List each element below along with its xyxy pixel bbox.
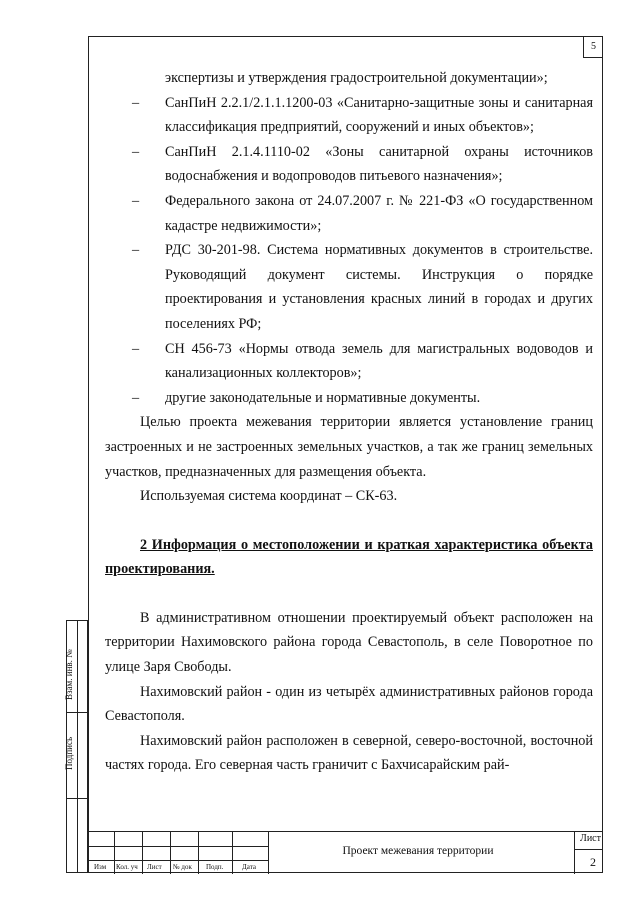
item-text: СН 456-73 «Нормы отвода земель для магистральных водоводов и канализационных коллекторов»;: [165, 340, 593, 382]
col-data: Дата: [242, 863, 256, 871]
dash: –: [132, 389, 140, 406]
item-text: СанПиН 2.2.1/2.1.1.1200-03 «Санитарно-защитные зоны и санитарная классификация предприятий, сооружений и иных объектов»;: [165, 94, 593, 136]
list-item: [105, 238, 593, 336]
item-text: другие законодательные и нормативные документы.: [165, 389, 481, 406]
stamp-title: Проект межевания территории: [342, 845, 494, 857]
paragraph-location: Нахимовский район расположен в северной, северо-восточной, восточной частях города. Его северная часть граничит с Бахчисарайским рай-: [105, 732, 593, 774]
section-heading: 2 Информация о местоположении и краткая характеристика объекта проектирования.: [105, 536, 593, 578]
sidebar-vzam-label: Взам. инв. №: [64, 649, 74, 700]
dash: –: [132, 192, 140, 209]
paragraph-goal: Целью проекта межевания территории является установление границ застроенных и не застроенных земельных участков, а так же границ земельных участков, предназначенных для размещения объекта.: [105, 414, 593, 480]
item-text: РДС 30-201-98. Система нормативных документов в строительстве. Руководящий документ системы. Инструкция о порядке проектирования и установления красных линий в городах и других поселениях РФ;: [165, 242, 593, 332]
item-text: СанПиН 2.1.4.1110-02 «Зоны санитарной охраны источников водоснабжения и водопроводов питьевого назначения»;: [165, 143, 593, 185]
col-izm: Изм: [94, 863, 107, 871]
left-sidebar-stamp: [66, 620, 88, 873]
paragraph-admin: В административном отношении проектируемый объект расположен на территории Нахимовского района города Севастополь, в селе Поворотное по улице Заря Свободы.: [105, 609, 593, 676]
col-list: Лист: [147, 863, 162, 871]
item-text: Федерального закона от 24.07.2007 г. № 221-ФЗ «О государственном кадастре недвижимости»;: [165, 192, 593, 234]
dash: –: [132, 143, 140, 160]
list-item: [105, 140, 593, 189]
document-body: [105, 66, 593, 778]
paragraph-coords: Используемая система координат – СК-63.: [140, 488, 398, 505]
paragraph-district: Нахимовский район - один из четырёх административных районов города Севастополя.: [105, 683, 593, 725]
top-page-number: 5: [583, 36, 603, 58]
title-block: [88, 831, 603, 873]
list-item: [105, 91, 593, 140]
col-doc: № док: [173, 863, 192, 871]
list-item: [105, 386, 593, 411]
dash: –: [132, 340, 140, 357]
dash: –: [132, 94, 140, 111]
col-podp: Подп.: [206, 863, 224, 871]
list-item: [105, 189, 593, 238]
list-item-continuation: [105, 66, 593, 91]
col-kol-uch: Кол. уч: [116, 863, 138, 871]
dash: –: [132, 242, 140, 259]
list-item: [105, 337, 593, 386]
sidebar-podpis-label: Подпись: [64, 736, 74, 770]
text-line: экспертизы и утверждения градостроительной документации»;: [165, 70, 548, 86]
stamp-list-number: 2: [590, 855, 596, 869]
stamp-list-label: Лист: [580, 833, 601, 844]
